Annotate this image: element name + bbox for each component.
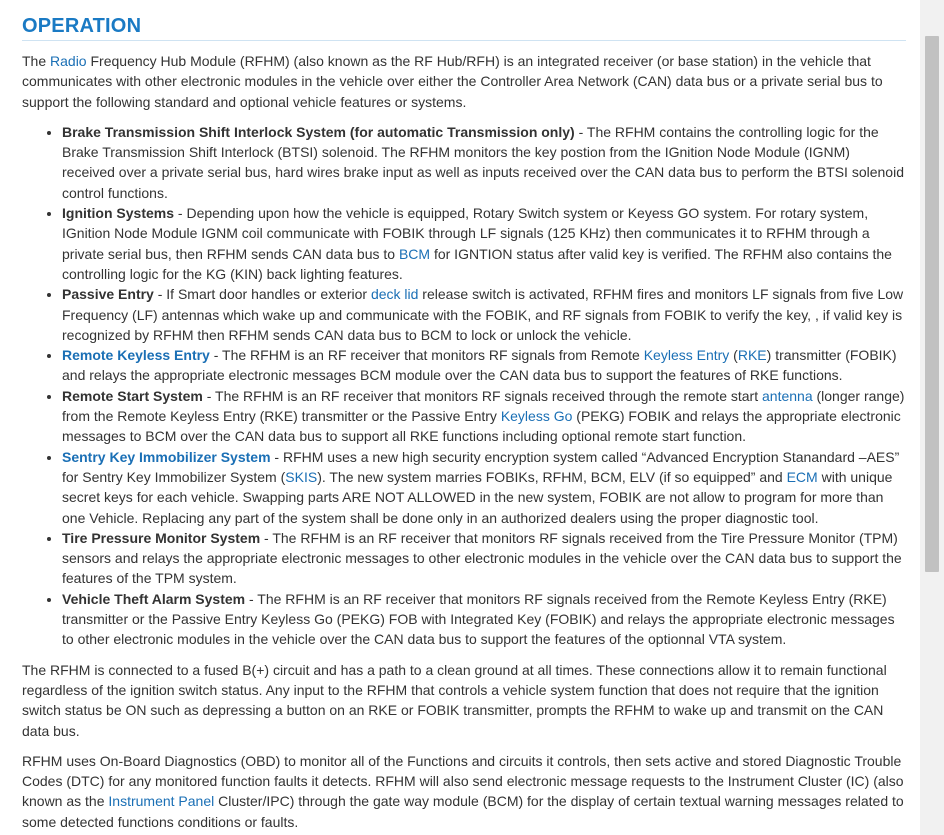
skis-link[interactable]: SKIS bbox=[285, 468, 318, 485]
keyless-go-link[interactable]: Keyless Go bbox=[500, 408, 573, 425]
list-item: • Vehicle Theft Alarm System - The RFHM is an RF receiver that monitors RF signals received from the Remote Keyless Entry (RKE) transmitter or the Passive Entry Keyless Go (PEKG) FOB with Integrated Key (FOBIK) and relays the appropriate electronic messages to other electronic modules in the vehicle over the CAN data bus to support the features of the optionnal VTA system. bbox=[62, 589, 906, 650]
item-name: Brake Transmission Shift Interlock System (for automatic Transmission only) bbox=[62, 123, 575, 140]
antenna-link[interactable]: antenna bbox=[762, 387, 813, 404]
power-paragraph: The RFHM is connected to a fused B(+) circuit and has a path to a clean ground at all times. These connections allow it to remain functional regardless of the ignition switch status. Any input to the RFHM that controls a vehicle system function that does not require that the ignition switch status be ON such as depressing a button on an RKE or FOBIK transmitter, prompts the RFHM to wake up and transmit on the CAN data bus. bbox=[22, 661, 887, 739]
list-item: • Remote Keyless Entry - The RFHM is an RF receiver that monitors RF signals from Remote Keyless Entry (RKE) transmitter (FOBIK) and relays the appropriate electronic messages BCM module over the CAN data bus to support the features of RKE functions. bbox=[62, 345, 906, 386]
ecm-link[interactable]: ECM bbox=[786, 468, 818, 485]
item-name: Ignition Systems bbox=[62, 205, 175, 222]
title-divider bbox=[22, 40, 906, 41]
diagnostics-paragraph: RFHM uses On-Board Diagnostics (OBD) to monitor all of the Functions and circuits it controls, then sets active and stored Diagnostic Trouble Codes (DTC) for any monitored function faults it detects. RFHM will also send electronic message requests to the Instrument Cluster (IC) (also known as the Instrument Panel Cluster/IPC) through the gate way module (BCM) for the display of certain textual warning messages related to some detected functions conditions or faults. bbox=[22, 752, 904, 830]
item-name: Passive Entry bbox=[62, 286, 154, 303]
deck-lid-link[interactable]: deck lid bbox=[370, 286, 419, 303]
remote-keyless-entry-link[interactable]: Remote Keyless Entry bbox=[62, 347, 210, 364]
vertical-scrollbar[interactable] bbox=[920, 0, 944, 835]
item-name: Remote Start System bbox=[62, 387, 203, 404]
item-name: Tire Pressure Monitor System bbox=[62, 529, 261, 546]
feature-list bbox=[22, 122, 906, 650]
rke-link[interactable]: RKE bbox=[737, 347, 767, 364]
document-content bbox=[22, 0, 906, 835]
bcm-link[interactable]: BCM bbox=[398, 245, 431, 262]
keyless-entry-link[interactable]: Keyless Entry bbox=[643, 347, 730, 364]
instrument-panel-link[interactable]: Instrument Panel bbox=[108, 793, 215, 810]
list-item: • Remote Start System - The RFHM is an RF receiver that monitors RF signals received through the remote start antenna (longer range) from the Remote Keyless Entry (RKE) transmitter or the Passive Entry Keyless Go (PEKG) FOBIK and relays the appropriate electronic messages to BCM over the CAN data bus to support all RKE functions including optional remote start function. bbox=[62, 386, 906, 447]
item-name: Vehicle Theft Alarm System bbox=[62, 590, 246, 607]
section-title: OPERATION bbox=[22, 15, 142, 37]
list-item: • Ignition Systems - Depending upon how the vehicle is equipped, Rotary Switch system or Keyess GO system. For rotary system, IGnition Node Module IGNM coil communicate with FOBIK through LF signals (125 KHz) then communicates it to RFHM through a private serial bus, then RFHM sends CAN data bus to BCM for IGNTION status after valid key is verified. The RFHM also contains the controlling logic for the KG (KIN) back lighting features. bbox=[62, 203, 906, 284]
list-item: • Tire Pressure Monitor System - The RFHM is an RF receiver that monitors RF signals received from the Tire Pressure Monitor (TPM) sensors and relays the appropriate electronic messages to other electronic modules in the vehicle over the CAN data bus to support the features of the TPM system. bbox=[62, 528, 906, 589]
list-item: • Sentry Key Immobilizer System - RFHM uses a new high security encryption system called “Advanced Encryption Stanandard –AES” for Sentry Key Immobilizer System (SKIS). The new system marries FOBIKs, RFHM, BCM, ELV (if so equipped” and ECM with unique secret keys for each vehicle. Swapping parts ARE NOT ALLOWED in the new system, FOBIK are not allow to program for more than one Vehicle. Replacing any part of the system shall be done only in an authorized dealers using the proper diagnostic tool. bbox=[62, 447, 906, 528]
intro-paragraph: The Radio Frequency Hub Module (RFHM) (also known as the RF Hub/RFH) is an integrated receiver (or base station) in the vehicle that communicates with other electronic modules in the vehicle over either the Controller Area Network (CAN) data bus or a private serial bus to support the following standard and optional vehicle features or systems. bbox=[22, 53, 883, 110]
scrollbar-thumb[interactable] bbox=[925, 36, 939, 572]
list-item: • Passive Entry - If Smart door handles or exterior deck lid release switch is activated, RFHM fires and monitors LF signals from five Low Frequency (LF) antennas which wake up and communicate with the FOBIK, and RF signals from FOBIK to verify the key, , if valid key is recognized by RFHM then RFHM sends CAN data bus to BCM to lock or unlock the vehicle. bbox=[62, 284, 906, 345]
list-item: • Brake Transmission Shift Interlock System (for automatic Transmission only) - The RFHM contains the controlling logic for the Brake Transmission Shift Interlock (BTSI) solenoid. The RFHM monitors the key postion from the IGnition Node Module (IGNM) received over a private serial bus, hard wires brake input as well as inputs received over the CAN data bus to perform the BTSI solenoid control functions. bbox=[62, 122, 906, 203]
radio-link[interactable]: Radio bbox=[50, 53, 87, 69]
sentry-key-immobilizer-link[interactable]: Sentry Key Immobilizer System bbox=[62, 448, 271, 465]
